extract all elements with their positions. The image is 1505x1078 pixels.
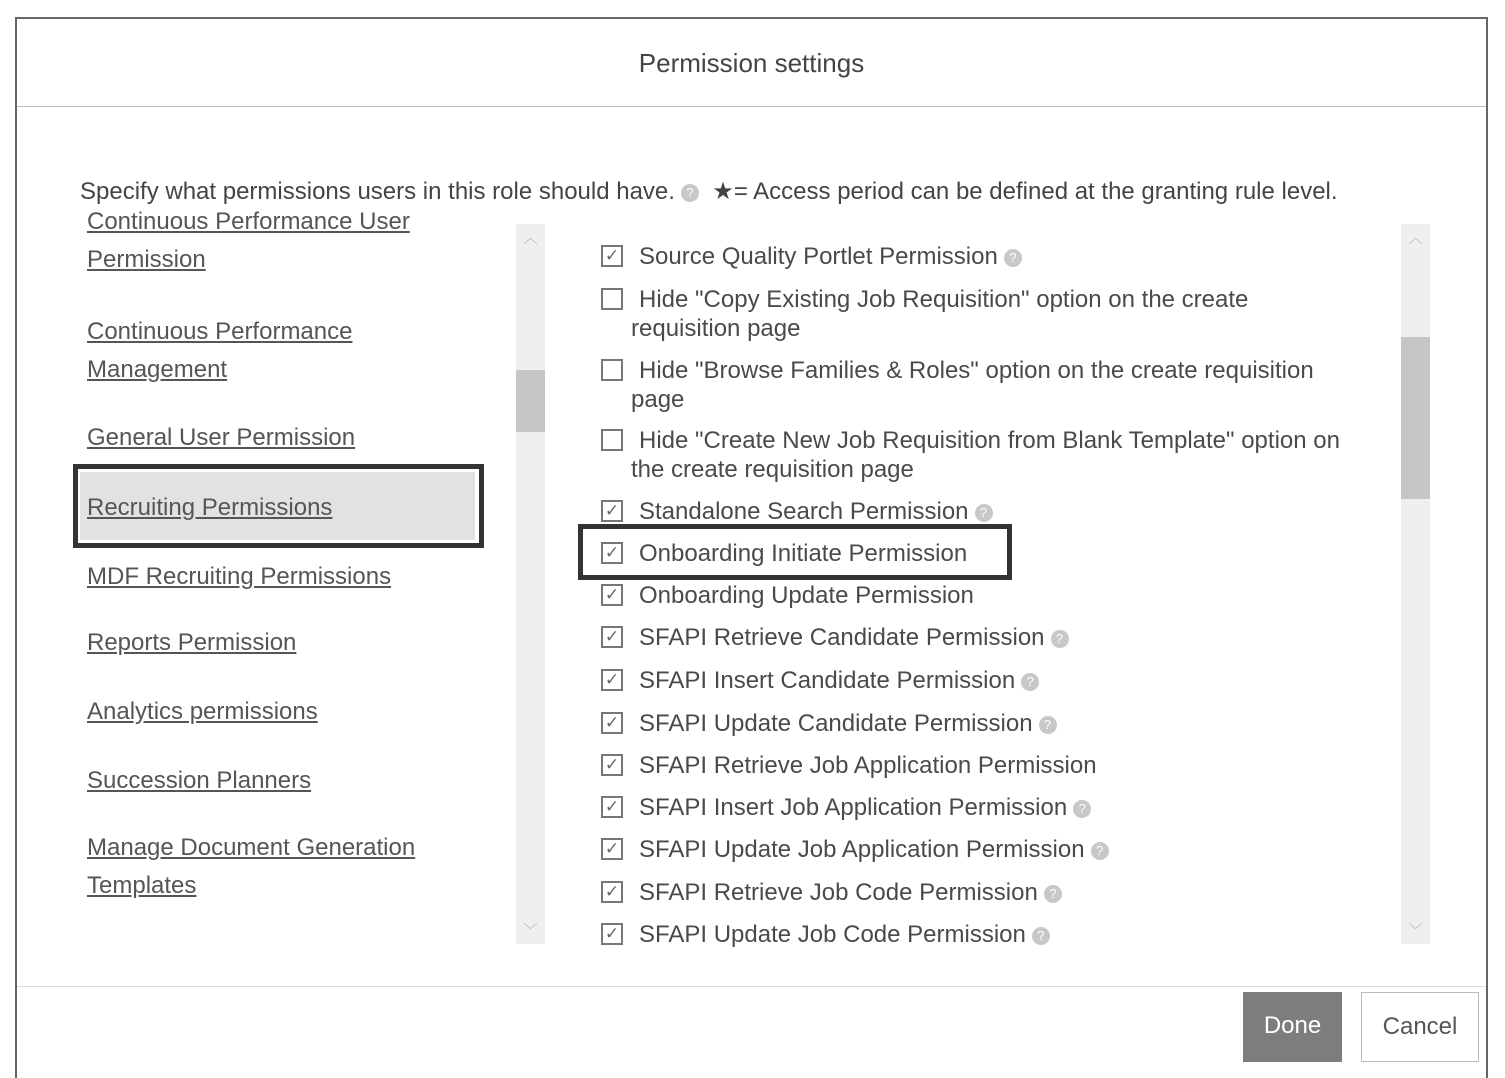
category-link[interactable]: Recruiting Permissions [87, 494, 333, 521]
permission-label-text: Hide "Copy Existing Job Requisition" option on the create [639, 286, 1249, 313]
help-icon[interactable]: ? [1044, 885, 1062, 903]
permission-label-line2: page [631, 386, 685, 413]
permission-label-text: Onboarding Update Permission [639, 582, 974, 609]
permission-label [601, 426, 1391, 455]
permission-checkbox[interactable] [601, 359, 623, 381]
permission-label-text: SFAPI Update Job Application Permission [639, 836, 1085, 863]
permission-checkbox[interactable] [601, 429, 623, 451]
category-link[interactable]: Manage Document Generation Templates [87, 834, 416, 899]
category-link[interactable]: MDF Recruiting Permissions [87, 563, 392, 590]
permission-checkbox[interactable]: ✓ [601, 712, 623, 734]
permission-label-text: Hide "Create New Job Requisition from Blank Template" option on [639, 427, 1340, 454]
permission-checkbox[interactable]: ✓ [601, 669, 623, 691]
category-link[interactable]: Continuous Performance User Permission [87, 208, 410, 273]
permission-label [601, 356, 1391, 385]
intro-label: Specify what permissions users in this role should have. [80, 178, 675, 205]
permission-checkbox[interactable]: ✓ [601, 796, 623, 818]
permission-label [601, 709, 1391, 738]
permission-row [601, 793, 1391, 822]
permission-label [601, 497, 1391, 526]
left-scrollbar-thumb[interactable] [516, 370, 545, 432]
permission-label-text: Onboarding Initiate Permission [639, 540, 968, 567]
permission-label [601, 581, 1391, 610]
permission-row [601, 709, 1391, 738]
intro-text [80, 177, 1338, 206]
permission-checkbox[interactable]: ✓ [601, 245, 623, 267]
permission-label [601, 835, 1391, 864]
permission-label-text: SFAPI Update Job Code Permission [639, 921, 1026, 948]
permission-checkbox[interactable]: ✓ [601, 754, 623, 776]
permission-label-line2: the create requisition page [631, 456, 914, 483]
permission-checkbox[interactable]: ✓ [601, 584, 623, 606]
permission-row [601, 356, 1391, 414]
permission-checkbox[interactable]: ✓ [601, 500, 623, 522]
permission-row [601, 581, 1391, 610]
right-scrollbar-thumb[interactable] [1401, 337, 1430, 499]
access-note: ★= Access period can be defined at the granting rule level. [712, 178, 1338, 205]
done-button[interactable]: Done [1243, 992, 1342, 1062]
permission-checkbox[interactable] [601, 288, 623, 310]
permission-label [601, 623, 1391, 652]
permission-row [601, 751, 1391, 780]
permission-label-line2: requisition page [631, 315, 801, 342]
permission-label-text: SFAPI Retrieve Job Application Permission [639, 752, 1097, 779]
permission-label-text: Source Quality Portlet Permission [639, 243, 998, 270]
help-icon[interactable]: ? [1039, 716, 1057, 734]
permission-checkbox[interactable]: ✓ [601, 542, 623, 564]
permission-label-text: Hide "Browse Families & Roles" option on the create requisition [639, 357, 1314, 384]
scroll-down-icon[interactable]: ﹀ [523, 922, 538, 938]
category-link[interactable]: Analytics permissions [87, 698, 318, 725]
help-icon[interactable]: ? [1032, 927, 1050, 945]
permission-row [601, 497, 1391, 526]
dialog-title: Permission settings [17, 19, 1486, 107]
left-scrollbar[interactable] [516, 224, 545, 944]
footer-divider [17, 986, 1486, 987]
permission-row [601, 920, 1391, 949]
category-link[interactable]: Reports Permission [87, 629, 297, 656]
permission-label-text: SFAPI Insert Candidate Permission [639, 667, 1016, 694]
permission-label-text: Standalone Search Permission [639, 498, 969, 525]
permission-settings-dialog [15, 17, 1488, 1078]
permission-row [601, 835, 1391, 864]
permission-checkbox[interactable]: ✓ [601, 923, 623, 945]
permission-checkbox[interactable]: ✓ [601, 626, 623, 648]
cancel-button[interactable]: Cancel [1361, 992, 1479, 1062]
permission-row [601, 242, 1391, 271]
permission-row [601, 285, 1391, 343]
permission-label [601, 285, 1391, 314]
permission-row [601, 878, 1391, 907]
permission-row [601, 666, 1391, 695]
highlight-box [578, 524, 1012, 580]
permission-label-text: SFAPI Update Candidate Permission [639, 710, 1033, 737]
permission-row [601, 623, 1391, 652]
help-icon[interactable]: ? [681, 184, 699, 202]
help-icon[interactable]: ? [1091, 842, 1109, 860]
help-icon[interactable]: ? [1004, 249, 1022, 267]
permission-list [587, 224, 1397, 949]
permission-label [601, 793, 1391, 822]
permission-label [601, 920, 1391, 949]
scroll-up-icon[interactable]: ︿ [523, 230, 538, 246]
help-icon[interactable]: ? [1051, 630, 1069, 648]
permission-label [601, 878, 1391, 907]
permission-label-text: SFAPI Retrieve Job Code Permission [639, 879, 1038, 906]
permission-label [601, 242, 1391, 271]
category-link[interactable]: Succession Planners [87, 767, 312, 794]
category-link[interactable]: General User Permission [87, 424, 356, 451]
help-icon[interactable]: ? [1021, 673, 1039, 691]
permission-row [601, 426, 1391, 484]
category-link[interactable]: Continuous Performance Management [87, 318, 353, 383]
permission-label [601, 666, 1391, 695]
scroll-up-icon[interactable]: ︿ [1408, 230, 1423, 246]
permission-label [601, 751, 1391, 780]
scroll-down-icon[interactable]: ﹀ [1408, 922, 1423, 938]
help-icon[interactable]: ? [1073, 800, 1091, 818]
permission-category-list [17, 208, 517, 944]
right-scrollbar[interactable] [1401, 224, 1430, 944]
permission-checkbox[interactable]: ✓ [601, 838, 623, 860]
permission-checkbox[interactable]: ✓ [601, 881, 623, 903]
help-icon[interactable]: ? [975, 504, 993, 522]
permission-label-text: SFAPI Retrieve Candidate Permission [639, 624, 1045, 651]
permission-label-text: SFAPI Insert Job Application Permission [639, 794, 1068, 821]
